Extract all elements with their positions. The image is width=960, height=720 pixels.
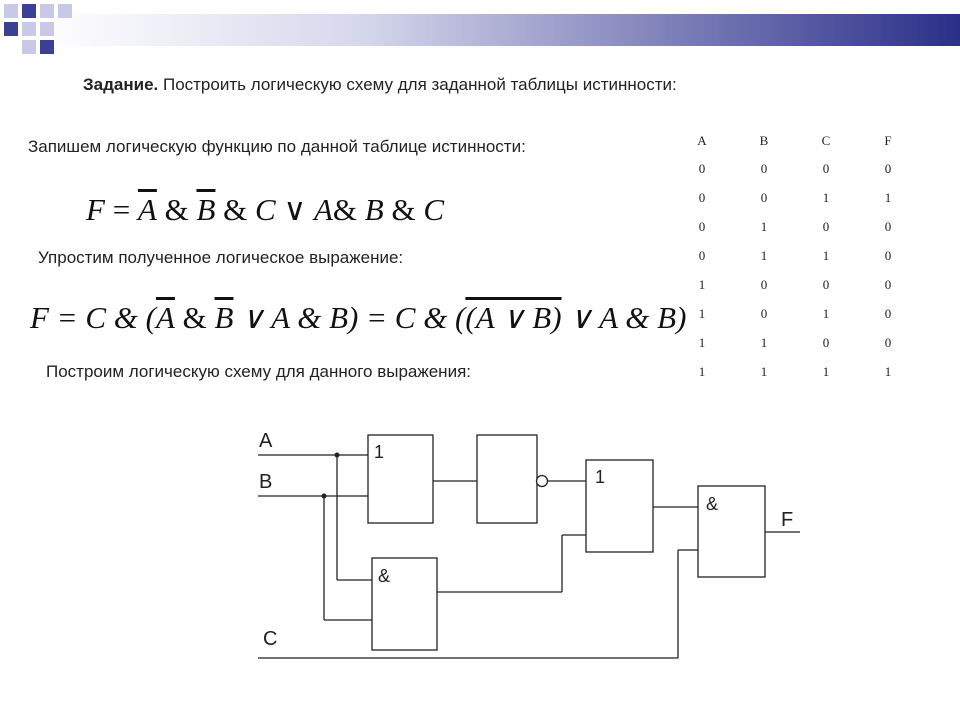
header-cell: B (759, 133, 769, 148)
decor-square (22, 40, 36, 54)
cell: 0 (884, 218, 892, 234)
junction-dot (322, 494, 327, 499)
decor-square (4, 4, 18, 18)
input-label-c: C (263, 628, 278, 650)
cell: 0 (884, 334, 892, 350)
gate-label-and-2: & (706, 494, 719, 514)
cell: 1 (698, 334, 706, 350)
cell: 0 (884, 276, 892, 292)
table-row (671, 154, 919, 183)
header-cell: A (697, 133, 707, 148)
gate-not (477, 435, 537, 523)
table-row (671, 270, 919, 299)
step2-text: Упростим полученное логическое выражение: (38, 248, 404, 267)
cell: 1 (884, 189, 892, 205)
output-label-f: F (781, 509, 794, 531)
cell: 0 (760, 160, 768, 176)
truth-table-header-row (671, 128, 919, 154)
table-row (671, 241, 919, 270)
cell: 1 (698, 363, 706, 379)
truth-table (671, 128, 919, 386)
cell: 1 (822, 189, 830, 205)
task-text: Построить логическую схему для заданной таблицы истинности: (158, 75, 677, 94)
cell: 0 (698, 247, 706, 263)
input-label-a: A (259, 430, 273, 452)
gate-label-and-1: & (378, 566, 391, 586)
cell: 1 (760, 334, 768, 350)
formula-original: $F = \overline{A}$ & $\overline{B}$ & C ∨ A& B & C (86, 192, 444, 227)
table-row (671, 357, 919, 386)
header-cell: C (821, 133, 831, 148)
cell: 1 (884, 363, 892, 379)
gate-label-or-2: 1 (595, 467, 606, 487)
cell: 0 (822, 218, 830, 234)
cell: 0 (884, 160, 892, 176)
cell: 1 (760, 247, 768, 263)
cell: 1 (698, 276, 706, 292)
table-row (671, 212, 919, 241)
step1-text: Запишем логическую функцию по данной таблице истинности: (28, 137, 526, 156)
cell: 1 (822, 305, 830, 321)
junction-dot (335, 453, 340, 458)
cell: 0 (884, 247, 892, 263)
cell: 1 (822, 247, 830, 263)
header-decoration (0, 0, 960, 60)
cell: 0 (822, 160, 830, 176)
decor-square (22, 4, 36, 18)
gate-label-or-1: 1 (374, 442, 385, 462)
cell: 0 (760, 276, 768, 292)
decor-square (58, 4, 72, 18)
table-row (671, 299, 919, 328)
task-label: Задание. (83, 75, 159, 94)
cell: 0 (884, 305, 892, 321)
task-heading (83, 75, 677, 95)
cell: 0 (822, 334, 830, 350)
table-row (671, 328, 919, 357)
decor-square (40, 22, 54, 36)
header-cell: F (884, 133, 892, 148)
decor-square (4, 22, 18, 36)
cell: 0 (698, 218, 706, 234)
cell: 0 (822, 276, 830, 292)
cell: 1 (822, 363, 830, 379)
inverter-bubble (537, 476, 548, 487)
decor-square (22, 22, 36, 36)
formula-simplified: F = C & ($\overline{A}$ & $\overline{B}$ ∨ A & B) = C & ((A ∨ B) ∨ A & B) (30, 300, 687, 335)
table-row (671, 183, 919, 212)
input-label-b: B (259, 471, 273, 493)
cell: 1 (698, 305, 706, 321)
decor-square (40, 4, 54, 18)
logic-circuit (245, 418, 805, 680)
cell: 1 (760, 218, 768, 234)
cell: 1 (760, 363, 768, 379)
cell: 0 (760, 305, 768, 321)
cell: 0 (698, 189, 706, 205)
cell: 0 (698, 160, 706, 176)
cell: 0 (760, 189, 768, 205)
header-gradient-bar (40, 14, 960, 46)
decor-square (40, 40, 54, 54)
step3-text: Построим логическую схему для данного выражения: (46, 362, 471, 381)
